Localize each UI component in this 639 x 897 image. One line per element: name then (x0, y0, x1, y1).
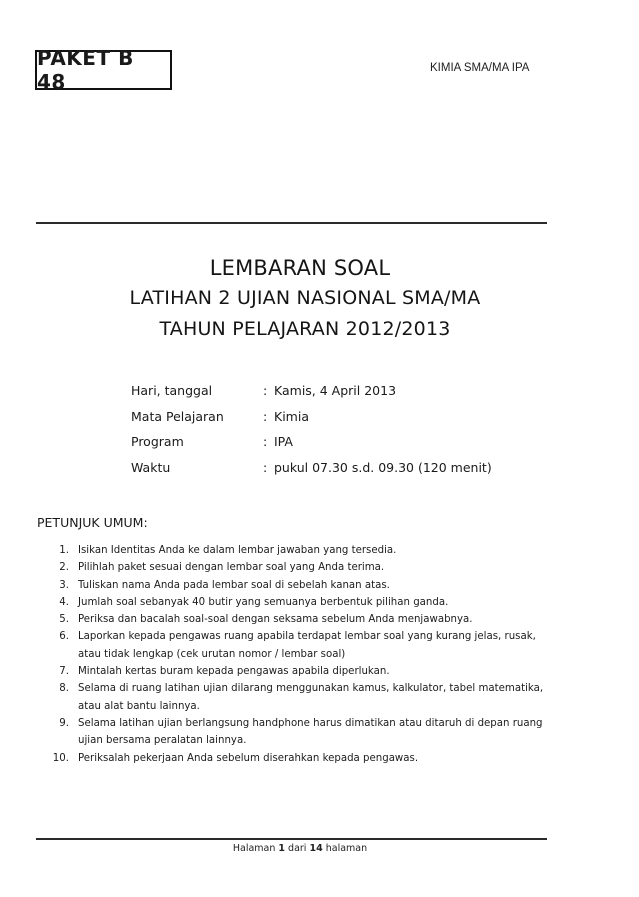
footer-suffix: halaman (322, 843, 368, 854)
item-text: Selama di ruang latihan ujian dilarang menggunakan kamus, kalkulator, tabel matematika, atau alat bantu lainnya. (78, 683, 544, 712)
footer-middle: dari (285, 843, 310, 854)
list-item (50, 542, 560, 559)
info-row-program (131, 429, 492, 455)
exam-name: LATIHAN 2 UJIAN NASIONAL SMA/MA (129, 287, 481, 309)
paket-label: PAKET B 48 (35, 50, 172, 90)
academic-year: TAHUN PELAJARAN 2012/2013 (159, 318, 451, 340)
item-number: 6. (59, 631, 69, 643)
item-text: Pilihlah paket sesuai dengan lembar soal yang Anda terima. (78, 562, 385, 574)
list-item (50, 628, 560, 663)
bottom-divider (36, 838, 547, 840)
list-item (50, 750, 560, 767)
item-text: Periksalah pekerjaan Anda sebelum diserahkan kepada pengawas. (78, 752, 419, 764)
item-number: 3. (59, 579, 69, 591)
item-number: 1. (59, 545, 69, 556)
list-item (50, 559, 560, 576)
item-text: Laporkan kepada pengawas ruang apabila terdapat lembar soal yang kurang jelas, rusak, atau tidak lengkap (cek urutan nomor / lembar soal) (78, 631, 536, 660)
list-item (50, 594, 560, 611)
instructions-heading: PETUNJUK UMUM: (37, 515, 148, 530)
info-row-subject (131, 404, 492, 430)
list-item (50, 577, 560, 594)
item-text: Tuliskan nama Anda pada lembar soal di sebelah kanan atas. (78, 579, 390, 591)
item-number: 4. (59, 596, 69, 608)
item-text: Periksa dan bacalah soal-soal dengan seksama sebelum Anda menjawabnya. (78, 614, 473, 626)
list-item (50, 680, 560, 715)
info-label: Hari, tanggal (131, 383, 213, 399)
item-text: Jumlah soal sebanyak 40 butir yang semuanya berbentuk pilihan ganda. (78, 596, 449, 608)
item-number: 10. (52, 752, 69, 764)
top-divider (36, 222, 547, 224)
info-colon: : (263, 408, 268, 424)
exam-info (131, 378, 492, 480)
item-text: Isikan Identitas Anda ke dalam lembar jawaban yang tersedia. (78, 545, 397, 556)
total-pages: 14 (309, 843, 323, 854)
info-value: Kimia (274, 408, 309, 424)
info-value: IPA (274, 434, 293, 450)
info-row-date (131, 378, 492, 404)
info-label: Waktu (131, 459, 171, 475)
info-colon: : (263, 383, 268, 399)
item-number: 9. (59, 717, 69, 729)
instructions-list (50, 542, 560, 767)
info-colon: : (263, 434, 268, 450)
item-number: 5. (59, 614, 69, 626)
list-item (50, 663, 560, 680)
info-value: pukul 07.30 s.d. 09.30 (120 menit) (274, 459, 492, 475)
footer-prefix: Halaman (232, 843, 279, 854)
item-number: 2. (59, 562, 69, 574)
subject-label: KIMIA SMA/MA IPA (430, 62, 530, 74)
info-value: Kamis, 4 April 2013 (274, 383, 397, 399)
document-title: LEMBARAN SOAL (209, 256, 391, 280)
item-number: 8. (59, 683, 69, 695)
item-text: Mintalah kertas buram kepada pengawas apabila diperlukan. (78, 666, 390, 678)
info-row-time (131, 455, 492, 481)
item-number: 7. (59, 666, 69, 678)
list-item (50, 715, 560, 750)
info-label: Mata Pelajaran (131, 408, 224, 424)
info-colon: : (263, 459, 268, 475)
list-item (50, 611, 560, 628)
info-label: Program (131, 434, 184, 450)
item-text: Selama latihan ujian berlangsung handphone harus dimatikan atau ditaruh di depan ruang ujian bersama peralatan lainnya. (78, 717, 543, 747)
page-footer (0, 843, 600, 854)
current-page: 1 (278, 843, 286, 854)
